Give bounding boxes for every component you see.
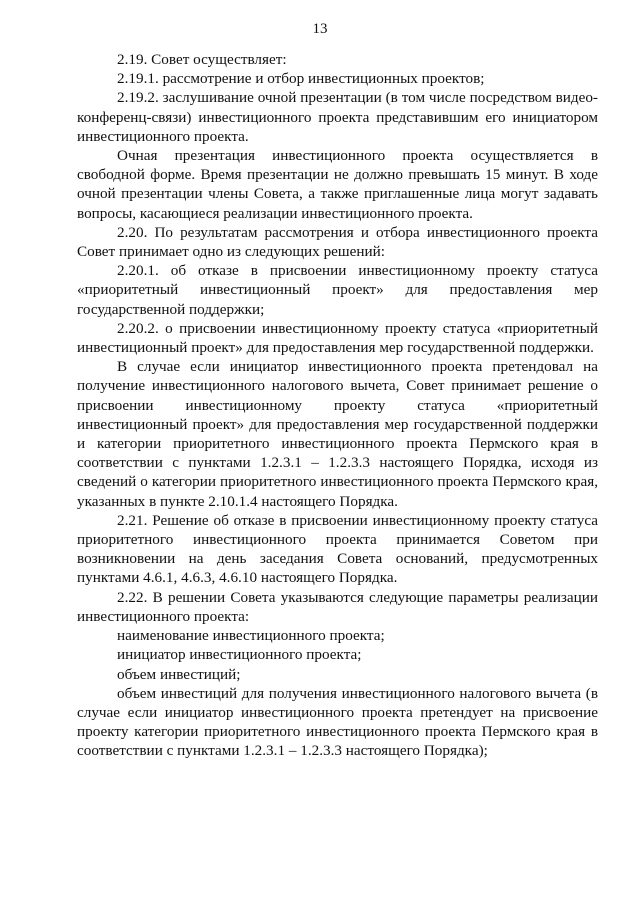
list-item-project-name: наименование инвестиционного проекта;	[117, 627, 385, 645]
document-body	[77, 50, 598, 761]
paragraph-2-19: 2.19. Совет осуществляет:	[117, 51, 287, 68]
paragraph-presentation-format: Очная презентация инвестиционного проекта осуществляется в свободной форме. Время презентации не должно превышать 15 минут. В ходе очной презентации члены Совета, а также приглашенные лица могут задавать вопросы, касающиеся реализации инвестиционного проекта.	[77, 147, 598, 222]
paragraph-tax-deduction-case: В случае если инициатор инвестиционного проекта претендовал на получение инвестиционного налогового вычета, Совет принимает решение о присвоении инвестиционному проекту статуса «приоритетный инвестиционный проект» для предоставления мер государственной поддержки и категории приоритетного инвестиционного проекта Пермского края в соответствии с пунктами 1.2.3.1 – 1.2.3.3 настоящего Порядка, исходя из сведений о категории приоритетного инвестиционного проекта Пермского края, указанных в пункте 2.10.1.4 настоящего Порядка.	[77, 358, 598, 510]
paragraph-2-20-2: 2.20.2. о присвоении инвестиционному проекту статуса «приоритетный инвестиционный проект» для предоставления мер государственной поддержки.	[77, 319, 598, 357]
list-item-project-initiator: инициатор инвестиционного проекта;	[117, 646, 362, 664]
list-item-tax-deduction-volume: объем инвестиций для получения инвестиционного налогового вычета (в случае если инициатор инвестиционного проекта претендует на присвоение проекту категории приоритетного инвестиционного проекта Пермского края в соответствии с пунктами 1.2.3.1 – 1.2.3.3 настоящего Порядка);	[77, 684, 598, 760]
paragraph-2-19-1: 2.19.1. рассмотрение и отбор инвестиционных проектов;	[117, 70, 485, 88]
page-number: 13	[312, 21, 328, 37]
paragraph-2-21: 2.21. Решение об отказе в присвоении инвестиционному проекту статуса приоритетного инвестиционного проекта принимается Советом при возникновении на день заседания Совета оснований, предусмотренных пунктами 4.6.1, 4.6.3, 4.6.10 настоящего Порядка.	[77, 511, 598, 587]
paragraph-2-19-2: 2.19.2. заслушивание очной презентации (в том числе посредством видео-конференц-связи) инвестиционного проекта представившим его инициатором инвестиционного проекта.	[77, 89, 598, 145]
paragraph-2-22: 2.22. В решении Совета указываются следующие параметры реализации инвестиционного проекта:	[77, 588, 598, 625]
list-item-investment-volume: объем инвестиций;	[117, 665, 241, 683]
paragraph-2-20: 2.20. По результатам рассмотрения и отбора инвестиционного проекта Совет принимает одно из следующих решений:	[77, 223, 598, 261]
paragraph-2-20-1: 2.20.1. об отказе в присвоении инвестиционному проекту статуса «приоритетный инвестиционный проект» для предоставления мер государственной поддержки;	[77, 262, 598, 318]
